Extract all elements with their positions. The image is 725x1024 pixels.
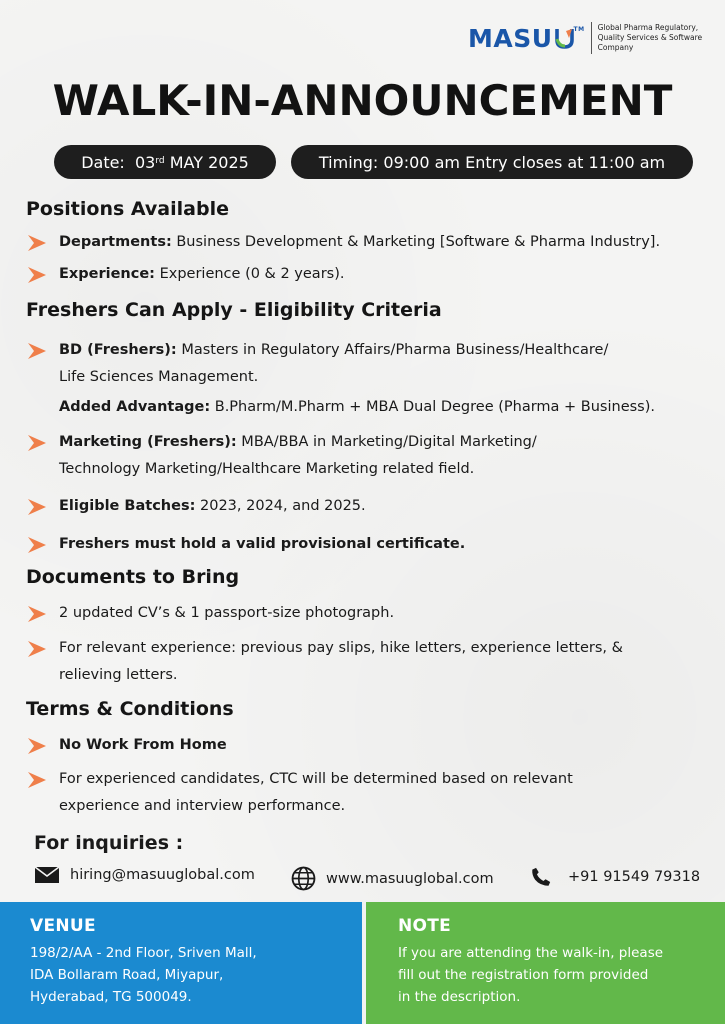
certificate-requirement: Freshers must hold a valid provisional certificate. bbox=[59, 536, 466, 552]
phone-contact[interactable] bbox=[530, 866, 700, 888]
venue-address-line: 198/2/AA - 2nd Floor, Sriven Mall, bbox=[30, 945, 257, 961]
marketing-label: Marketing (Freshers): bbox=[59, 434, 237, 450]
note-line: in the description. bbox=[398, 989, 521, 1005]
date-pill bbox=[54, 145, 276, 179]
list-item bbox=[28, 265, 708, 288]
globe-icon bbox=[291, 866, 316, 891]
list-item bbox=[28, 770, 708, 820]
tagline-line: Company bbox=[597, 43, 634, 52]
date-suffix: MAY 2025 bbox=[164, 152, 249, 172]
phone-icon bbox=[530, 866, 552, 888]
company-logo bbox=[468, 22, 718, 54]
arrow-bullet-icon bbox=[28, 235, 46, 251]
logo-divider bbox=[591, 22, 592, 54]
documents-heading: Documents to Bring bbox=[26, 566, 240, 588]
phone-number[interactable]: +91 91549 79318 bbox=[568, 869, 701, 885]
inquiries-heading: For inquiries : bbox=[34, 832, 184, 854]
venue-address-line: IDA Bollaram Road, Miyapur, bbox=[30, 967, 224, 983]
bd-text-continued: Life Sciences Management. bbox=[59, 369, 259, 385]
email-address[interactable]: hiring@masuuglobal.com bbox=[70, 867, 255, 883]
date-ordinal: rd bbox=[155, 156, 165, 166]
marketing-text: MBA/BBA in Marketing/Digital Marketing/ bbox=[236, 434, 537, 450]
terms-heading: Terms & Conditions bbox=[26, 698, 234, 720]
added-advantage-label: Added Advantage: bbox=[59, 399, 211, 415]
venue-address-line: Hyderabad, TG 500049. bbox=[30, 989, 192, 1005]
bd-text: Masters in Regulatory Affairs/Pharma Business/Healthcare/ bbox=[176, 342, 609, 358]
freshers-heading: Freshers Can Apply - Eligibility Criteria bbox=[26, 299, 442, 321]
arrow-bullet-icon bbox=[28, 267, 46, 283]
arrow-bullet-icon bbox=[28, 435, 46, 451]
page-title: WALK-IN-ANNOUNCEMENT bbox=[52, 76, 673, 125]
list-item bbox=[28, 233, 708, 256]
logo-u-icon bbox=[555, 27, 574, 49]
website-contact[interactable] bbox=[291, 866, 494, 891]
terms-item-continued: experience and interview performance. bbox=[59, 798, 346, 814]
experience-label: Experience: bbox=[59, 266, 155, 282]
note-line: If you are attending the walk-in, please bbox=[398, 945, 664, 961]
timing-pill: Timing: 09:00 am Entry closes at 11:00 am bbox=[291, 145, 693, 179]
note-heading: NOTE bbox=[398, 916, 452, 936]
venue-heading: VENUE bbox=[30, 916, 96, 936]
arrow-bullet-icon bbox=[28, 537, 46, 553]
arrow-bullet-icon bbox=[28, 641, 46, 657]
note-box bbox=[366, 902, 725, 1024]
tagline-line: Global Pharma Regulatory, bbox=[597, 23, 699, 32]
logo-word-text: MASU bbox=[468, 23, 553, 53]
departments-value: Business Development & Marketing [Software & Pharma Industry]. bbox=[171, 234, 661, 250]
list-item bbox=[28, 736, 708, 759]
departments-label: Departments: bbox=[59, 234, 172, 250]
note-line: fill out the registration form provided bbox=[398, 967, 649, 983]
list-item bbox=[28, 639, 708, 689]
arrow-bullet-icon bbox=[28, 772, 46, 788]
tagline-line: Quality Services & Software bbox=[597, 33, 703, 42]
arrow-bullet-icon bbox=[28, 499, 46, 515]
terms-item: For experienced candidates, CTC will be determined based on relevant bbox=[59, 771, 573, 787]
positions-heading: Positions Available bbox=[26, 198, 229, 220]
website-url[interactable]: www.masuuglobal.com bbox=[326, 870, 494, 887]
logo-tagline bbox=[598, 23, 718, 53]
list-item bbox=[28, 341, 708, 421]
list-item bbox=[28, 535, 708, 558]
list-item bbox=[28, 604, 708, 627]
arrow-bullet-icon bbox=[28, 606, 46, 622]
documents-item: For relevant experience: previous pay slips, hike letters, experience letters, & bbox=[59, 640, 623, 656]
envelope-icon bbox=[34, 866, 60, 884]
venue-box bbox=[0, 902, 362, 1024]
marketing-text-continued: Technology Marketing/Healthcare Marketing related field. bbox=[59, 461, 475, 477]
bd-label: BD (Freshers): bbox=[59, 342, 177, 358]
terms-item: No Work From Home bbox=[59, 737, 227, 753]
arrow-bullet-icon bbox=[28, 738, 46, 754]
documents-item-continued: relieving letters. bbox=[59, 667, 178, 683]
email-contact[interactable] bbox=[34, 866, 255, 884]
arrow-bullet-icon bbox=[28, 343, 46, 359]
list-item bbox=[28, 497, 708, 520]
date-prefix: Date: 03 bbox=[81, 152, 156, 172]
batches-label: Eligible Batches: bbox=[59, 498, 196, 514]
experience-value: Experience (0 & 2 years). bbox=[154, 266, 345, 282]
batches-value: 2023, 2024, and 2025. bbox=[195, 498, 366, 514]
added-advantage-value: B.Pharm/M.Pharm + MBA Dual Degree (Pharma + Business). bbox=[210, 399, 655, 415]
logo-trademark: TM bbox=[573, 25, 585, 33]
list-item bbox=[28, 433, 708, 483]
documents-item: 2 updated CV’s & 1 passport-size photograph. bbox=[59, 605, 395, 621]
logo-wordmark bbox=[468, 24, 585, 53]
